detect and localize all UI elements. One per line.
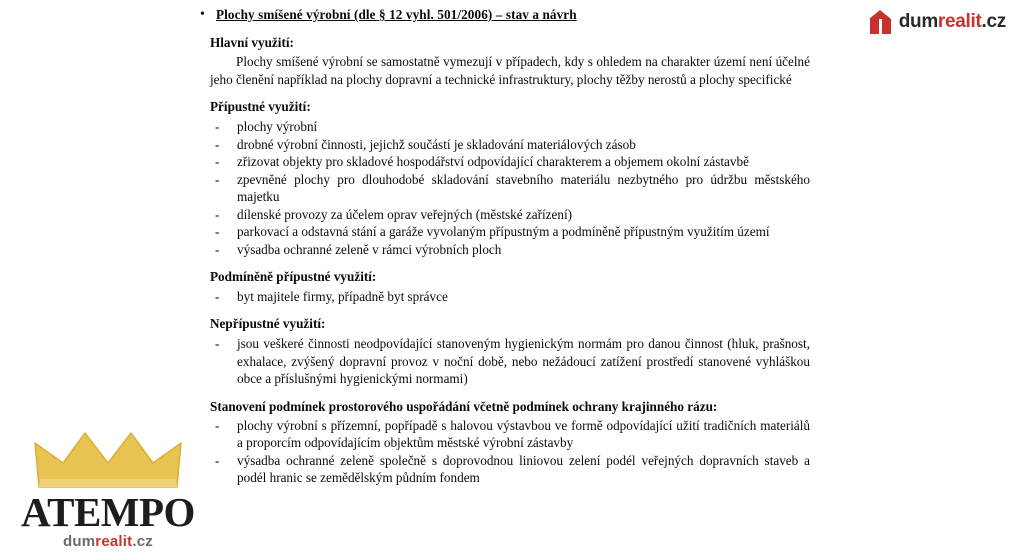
dash-marker: - (215, 136, 220, 152)
list-item-text: plochy výrobní (237, 118, 318, 134)
section-title-stanoveni-podminek: Stanovení podmínek prostorového uspořádání včetně podmínek ochrany krajinného rázu: (210, 398, 718, 414)
list-item-text: zřizovat objekty pro skladové hospodářství odpovídající charakterem a objemem okolní zástavbě (237, 154, 749, 170)
list-item (210, 335, 810, 388)
list-item-text: výsadba ochranné zeleně společně s doprovodnou liniovou zelení podél veřejných dopravních staveb a podél hranic se zemědělským půdním fondem (237, 452, 810, 486)
list-item (210, 171, 810, 206)
brand-name-main: dum (898, 11, 938, 32)
house-logo-icon (869, 10, 892, 34)
crown-icon (33, 429, 183, 491)
list-item (210, 118, 810, 136)
dash-marker: - (215, 288, 220, 304)
sub-suffix: .cz (132, 533, 153, 550)
bullet-icon: • (200, 7, 205, 22)
section-title-nepripustne-vyuziti: Nepřípustné využití: (210, 316, 326, 332)
list-item (210, 223, 810, 241)
list-item-text: byt majitele firmy, případně byt správce (237, 288, 448, 304)
atempo-wordmark: ATEMPO (21, 489, 195, 536)
dash-marker: - (215, 452, 220, 468)
list-item-text: výsadba ochranné zeleně v rámci výrobních ploch (237, 241, 502, 257)
list-podminene-pripustne-vyuziti (210, 288, 810, 306)
dash-marker: - (215, 336, 220, 351)
list-item (210, 417, 810, 452)
list-item-text: drobné výrobní činnosti, jejichž součástí je skladování materiálových zásob (237, 136, 636, 152)
dash-marker: - (215, 224, 220, 240)
sub-accent: realit (95, 533, 133, 550)
list-item-text: jsou veškeré činnosti neodpovídající stanoveným hygienickým normám pro danou činnost (hluk, prašnost, exhalace, zvýšený dopravní provoz v noční době, nebo nežádoucí zatížení prostředí stanovené vyhláškou obce a příslušnými hygienickými normami) (237, 336, 810, 387)
atempo-logo (8, 429, 208, 550)
list-item-text: dílenské provozy za účelem oprav veřejných (městské zařízení) (237, 206, 573, 222)
dash-marker: - (215, 417, 220, 433)
list-pripustne-vyuziti (210, 118, 810, 258)
list-item (210, 288, 810, 306)
document-text (200, 6, 810, 487)
document-heading (200, 6, 810, 24)
dumrealit-watermark (869, 10, 1006, 34)
dash-marker: - (215, 241, 220, 257)
section-title-podminene-pripustne-vyuziti: Podmíněně přípustné využití: (210, 269, 377, 285)
brand-name-suffix: .cz (981, 11, 1006, 32)
list-item-text: zpevněné plochy pro dlouhodobé skladování stavebního materiálu nezbytného pro údržbu městského majetku (237, 171, 810, 205)
list-item (210, 153, 810, 171)
section-title-pripustne-vyuziti: Přípustné využití: (210, 99, 311, 115)
brand-name-accent: realit (937, 11, 982, 32)
list-item (210, 206, 810, 224)
heading-text: Plochy smíšené výrobní (dle § 12 vyhl. 501/2006) – stav a návrh (216, 7, 577, 22)
list-nepripustne-vyuziti (210, 335, 810, 388)
section-title-hlavni-vyuziti: Hlavní využití: (210, 34, 294, 50)
atempo-sub-wordmark (8, 533, 208, 550)
list-item-text: parkovací a odstavná stání a garáže vyvolaným přípustným a podmíněně přípustným využitím území (237, 224, 770, 240)
list-stanoveni-podminek (210, 417, 810, 487)
dash-marker: - (215, 154, 220, 170)
dash-marker: - (215, 206, 220, 222)
list-item (210, 452, 810, 487)
list-item (210, 136, 810, 154)
list-item (210, 241, 810, 259)
sub-main: dum (63, 533, 96, 550)
dash-marker: - (215, 171, 220, 187)
list-item-text: plochy výrobní s přízemní, popřípadě s halovou výstavbou ve formě odpovídající užití tradičních materiálů a proporcím odpovídajícím objektům městské výrobní zástavby (237, 417, 810, 451)
dumrealit-wordmark (899, 11, 1006, 33)
dash-marker: - (215, 118, 220, 134)
section-paragraph-hlavni-vyuziti: Plochy smíšené výrobní se samostatně vymezují v případech, kdy s ohledem na charakter území není účelné jeho členění například na plochy dopravní a technické infrastruktury, plochy těžby nerostů a plochy specifické (210, 54, 810, 87)
